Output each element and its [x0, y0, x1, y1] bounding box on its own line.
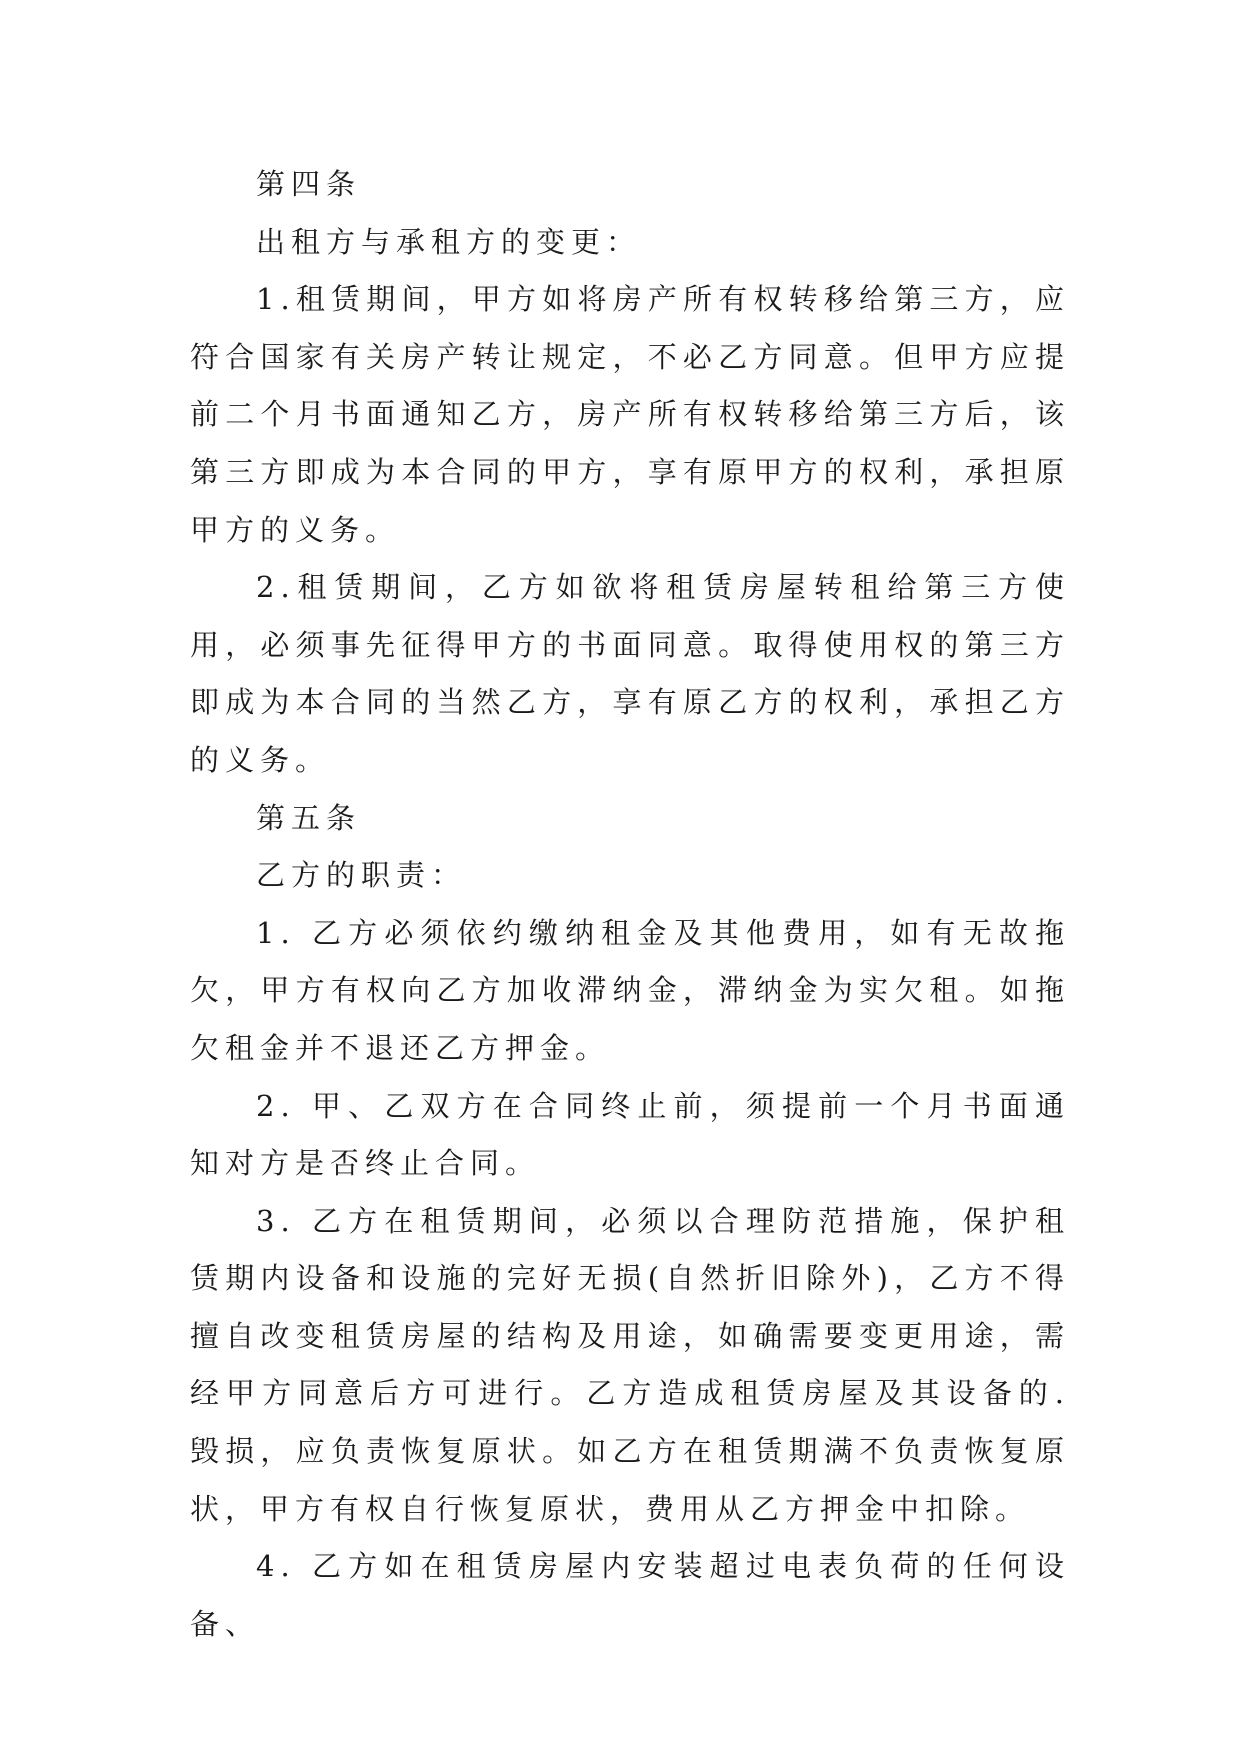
clause-paragraph: 3. 乙方在租赁期间，必须以合理防范措施，保护租赁期内设备和设施的完好无损(自然折旧除外)，乙方不得擅自改变租赁房屋的结构及用途，如确需要变更用途，需经甲方同意后方可进行。乙方造成租赁房屋及其设备的.毁损，应负责恢复原状。如乙方在租赁期满不负责恢复原状，甲方有权自行恢复原状，费用从乙方押金中扣除。	[190, 1203, 1070, 1526]
clause-paragraph: 2.租赁期间，乙方如欲将租赁房屋转租给第三方使用，必须事先征得甲方的书面同意。取得使用权的第三方即成为本合同的当然乙方，享有原乙方的权利，承担乙方的义务。	[190, 570, 1070, 777]
article-heading: 第四条	[256, 167, 362, 201]
article-heading: 第五条	[256, 800, 362, 835]
section-heading: 出租方与承租方的变更：	[256, 224, 642, 259]
clause-paragraph: 4. 乙方如在租赁房屋内安装超过电表负荷的任何设备、	[190, 1549, 1070, 1641]
clause-paragraph: 2. 甲、乙双方在合同终止前，须提前一个月书面通知对方是否终止合同。	[190, 1088, 1070, 1181]
document-body	[190, 156, 1070, 1653]
clause-paragraph: 1.租赁期间，甲方如将房产所有权转移给第三方，应符合国家有关房产转让规定，不必乙方同意。但甲方应提前二个月书面通知乙方，房产所有权转移给第三方后，该第三方即成为本合同的甲方，享有原甲方的权利，承担原甲方的义务。	[190, 282, 1070, 547]
clause-paragraph: 1. 乙方必须依约缴纳租金及其他费用，如有无故拖欠，甲方有权向乙方加收滞纳金，滞纳金为实欠租。如拖欠租金并不退还乙方押金。	[190, 915, 1070, 1065]
section-heading: 乙方的职责：	[256, 858, 467, 893]
